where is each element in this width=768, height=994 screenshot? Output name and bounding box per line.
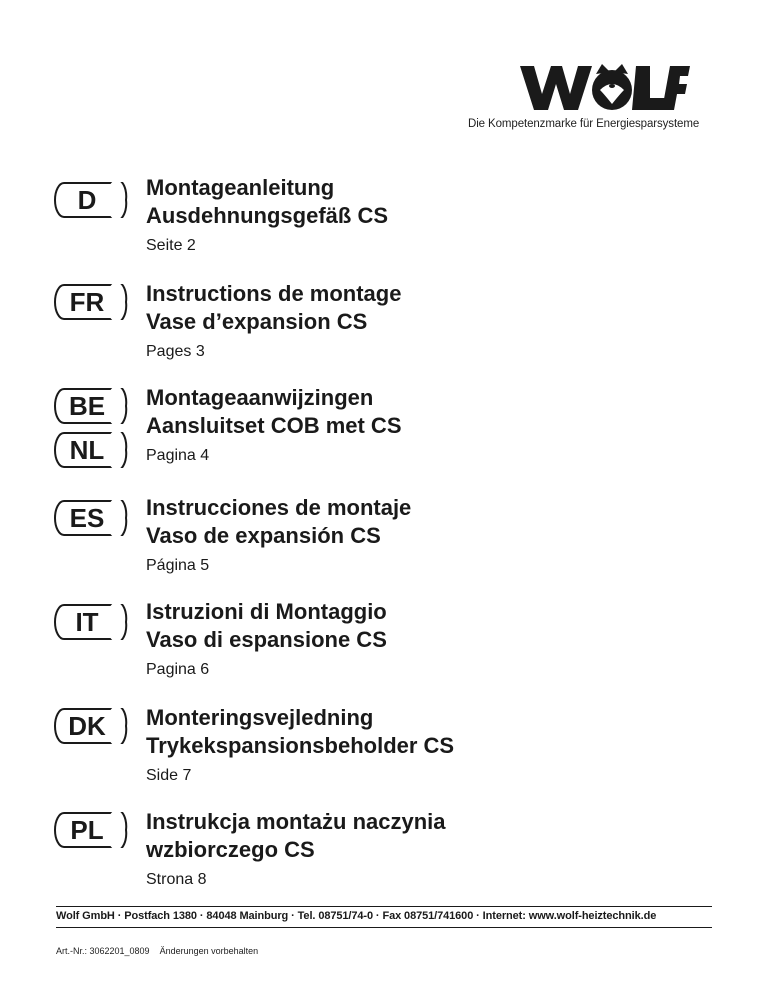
section-title-line-2: Vaso di espansione CS	[146, 627, 387, 652]
section-page-ref: Pages 3	[146, 343, 205, 360]
footer-contact: Wolf GmbH · Postfach 1380 · 84048 Mainburg · Tel. 08751/74-0 · Fax 08751/741600 · Internet: www.wolf-heiztechnik.de	[56, 910, 657, 922]
language-badge-nl: NL	[54, 432, 130, 468]
section-title-line-2: Ausdehnungsgefäß CS	[146, 203, 389, 228]
section-page-ref: Pagina 6	[146, 661, 210, 678]
section-title-line-2: Aansluitset COB met CS	[146, 413, 402, 438]
section-title-line-2: Vase d’expansion CS	[146, 309, 368, 334]
language-badge-es: ES	[54, 500, 130, 536]
language-badge-d: D	[54, 182, 130, 218]
section-title-line-1: Instrucciones de montaje	[146, 495, 412, 520]
section-title-line-1: Istruzioni di Montaggio	[146, 599, 387, 624]
language-badge-fr: FR	[54, 284, 130, 320]
footer-rule-bottom	[56, 927, 712, 928]
section-page-ref: Pagina 4	[146, 447, 210, 464]
section-title-line-1: Instrukcja montażu naczynia	[146, 809, 446, 834]
language-badge-pl: PL	[54, 812, 130, 848]
section-page-ref: Página 5	[146, 557, 210, 574]
footer-rule-top	[56, 906, 712, 907]
article-number: Art.-Nr.: 3062201_0809	[56, 946, 150, 956]
section-title-line-2: wzbiorczego CS	[146, 837, 315, 862]
section-title-line-1: Montageanleitung	[146, 175, 335, 200]
section-page-ref: Seite 2	[146, 237, 196, 254]
language-badge-dk: DK	[54, 708, 130, 744]
section-title-line-2: Vaso de expansión CS	[146, 523, 381, 548]
language-badge-it: IT	[54, 604, 130, 640]
wolf-wordmark-icon	[520, 64, 690, 112]
section-page-ref: Side 7	[146, 767, 192, 784]
section-page-ref: Strona 8	[146, 871, 207, 888]
footer-article-line	[56, 946, 258, 956]
brand-tagline: Die Kompetenzmarke für Energiesparsysteme	[468, 118, 700, 130]
section-title-line-1: Monteringsvejledning	[146, 705, 374, 730]
language-badge-be: BE	[54, 388, 130, 424]
section-title-line-2: Trykekspansionsbeholder CS	[146, 733, 455, 758]
change-notice: Änderungen vorbehalten	[159, 946, 259, 956]
section-title-line-1: Instructions de montage	[146, 281, 402, 306]
section-title-line-1: Montageaanwijzingen	[146, 385, 374, 410]
